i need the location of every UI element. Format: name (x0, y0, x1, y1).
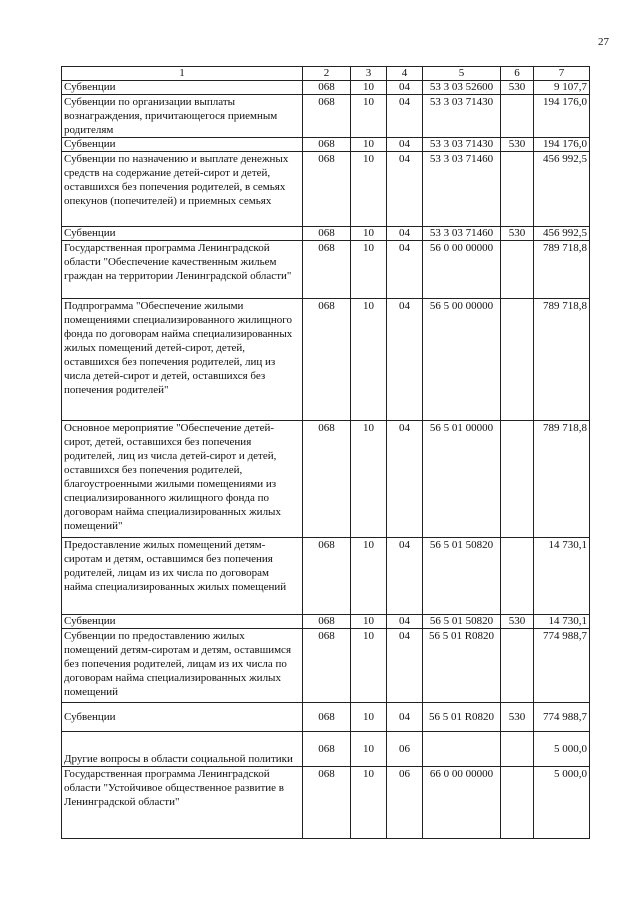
row-name: Субвенции (62, 81, 303, 95)
row-amount: 456 992,5 (534, 152, 590, 227)
row-type (501, 299, 534, 421)
row-section: 10 (351, 299, 387, 421)
row-admin: 068 (303, 138, 351, 152)
row-amount: 9 107,7 (534, 81, 590, 95)
row-subsection: 04 (387, 299, 423, 421)
row-name: Подпрограмма "Обеспечение жилыми помещениями специализированного жилищного фонда по договорам найма специализированных жилых помещений детей-сирот, детей, оставшихся без попечения родителей, лиц из числа детей-сирот и детей, оставшихся без попечения родителей" (62, 299, 303, 421)
row-admin: 068 (303, 703, 351, 732)
row-subsection: 04 (387, 81, 423, 95)
row-subsection: 04 (387, 95, 423, 138)
column-header: 3 (351, 67, 387, 81)
row-amount: 14 730,1 (534, 615, 590, 629)
row-target: 53 3 03 52600 (423, 81, 501, 95)
column-header: 4 (387, 67, 423, 81)
row-amount: 774 988,7 (534, 629, 590, 703)
row-subsection: 06 (387, 767, 423, 839)
row-amount: 194 176,0 (534, 138, 590, 152)
table-row (62, 538, 590, 615)
row-section: 10 (351, 227, 387, 241)
table-row (62, 152, 590, 227)
row-name: Субвенции (62, 227, 303, 241)
row-target: 56 5 01 00000 (423, 421, 501, 538)
row-section: 10 (351, 421, 387, 538)
table-row (62, 615, 590, 629)
row-type (501, 629, 534, 703)
row-section: 10 (351, 95, 387, 138)
column-header: 6 (501, 67, 534, 81)
row-amount: 789 718,8 (534, 421, 590, 538)
row-admin: 068 (303, 241, 351, 299)
row-subsection: 04 (387, 703, 423, 732)
row-name: Субвенции (62, 703, 303, 732)
row-name: Субвенции (62, 615, 303, 629)
row-name: Субвенции по предоставлению жилых помещений детям-сиротам и детям, оставшимся без попечения родителей, лицам из их числа по договорам найма специализированных жилых помещений (62, 629, 303, 703)
row-target: 56 5 00 00000 (423, 299, 501, 421)
row-type: 530 (501, 138, 534, 152)
row-subsection: 04 (387, 538, 423, 615)
table-row (62, 138, 590, 152)
row-section: 10 (351, 241, 387, 299)
row-name: Субвенции по организации выплаты вознаграждения, причитающегося приемным родителям (62, 95, 303, 138)
row-target: 56 5 01 R0820 (423, 629, 501, 703)
row-amount: 456 992,5 (534, 227, 590, 241)
row-section: 10 (351, 615, 387, 629)
row-admin: 068 (303, 421, 351, 538)
row-section: 10 (351, 81, 387, 95)
row-type (501, 241, 534, 299)
table-row (62, 703, 590, 732)
column-header: 7 (534, 67, 590, 81)
row-subsection: 04 (387, 421, 423, 538)
row-admin: 068 (303, 732, 351, 767)
row-name: Государственная программа Ленинградской области "Обеспечение качественным жильем граждан на территории Ленинградской области" (62, 241, 303, 299)
table-row (62, 732, 590, 767)
row-amount: 5 000,0 (534, 732, 590, 767)
row-amount: 789 718,8 (534, 241, 590, 299)
row-section: 10 (351, 703, 387, 732)
row-section: 10 (351, 732, 387, 767)
row-type (501, 421, 534, 538)
row-name: Другие вопросы в области социальной политики (62, 732, 303, 767)
row-target: 66 0 00 00000 (423, 767, 501, 839)
table-row (62, 299, 590, 421)
row-target: 53 3 03 71430 (423, 138, 501, 152)
row-amount: 789 718,8 (534, 299, 590, 421)
column-header: 5 (423, 67, 501, 81)
table-row (62, 421, 590, 538)
row-target: 56 5 01 R0820 (423, 703, 501, 732)
row-name: Субвенции (62, 138, 303, 152)
row-admin: 068 (303, 227, 351, 241)
budget-table (61, 66, 590, 839)
row-admin: 068 (303, 299, 351, 421)
row-section: 10 (351, 152, 387, 227)
row-target: 56 5 01 50820 (423, 615, 501, 629)
table-row (62, 241, 590, 299)
row-admin: 068 (303, 81, 351, 95)
row-section: 10 (351, 138, 387, 152)
row-admin: 068 (303, 629, 351, 703)
row-type: 530 (501, 703, 534, 732)
table-row (62, 81, 590, 95)
row-admin: 068 (303, 152, 351, 227)
row-amount: 5 000,0 (534, 767, 590, 839)
row-subsection: 04 (387, 241, 423, 299)
row-type (501, 538, 534, 615)
row-target: 53 3 03 71430 (423, 95, 501, 138)
row-amount: 14 730,1 (534, 538, 590, 615)
row-name: Государственная программа Ленинградской области "Устойчивое общественное развитие в Ленинградской области" (62, 767, 303, 839)
row-target (423, 732, 501, 767)
row-name: Основное мероприятие "Обеспечение детей-сирот, детей, оставшихся без попечения родителей, лиц из числа детей-сирот и детей, оставшихся без попечения родителей, благоустроенными жилыми помещениями из специализированного жилищного фонда по договорам найма специализированных жилых помещений" (62, 421, 303, 538)
row-target: 53 3 03 71460 (423, 227, 501, 241)
row-admin: 068 (303, 615, 351, 629)
table-row (62, 227, 590, 241)
row-subsection: 04 (387, 629, 423, 703)
row-subsection: 06 (387, 732, 423, 767)
table-header-row (62, 67, 590, 81)
row-admin: 068 (303, 767, 351, 839)
row-admin: 068 (303, 538, 351, 615)
row-section: 10 (351, 767, 387, 839)
row-amount: 774 988,7 (534, 703, 590, 732)
row-section: 10 (351, 538, 387, 615)
row-subsection: 04 (387, 615, 423, 629)
row-target: 56 0 00 00000 (423, 241, 501, 299)
row-type (501, 767, 534, 839)
row-type (501, 95, 534, 138)
page-number: 27 (598, 36, 609, 48)
row-name: Предоставление жилых помещений детям-сиротам и детям, оставшимся без попечения родителей, лицам из их числа по договорам найма специализированных жилых помещений (62, 538, 303, 615)
row-subsection: 04 (387, 227, 423, 241)
row-type: 530 (501, 81, 534, 95)
table-row (62, 767, 590, 839)
row-subsection: 04 (387, 152, 423, 227)
row-target: 53 3 03 71460 (423, 152, 501, 227)
row-amount: 194 176,0 (534, 95, 590, 138)
row-subsection: 04 (387, 138, 423, 152)
row-type: 530 (501, 227, 534, 241)
table-row (62, 95, 590, 138)
row-name: Субвенции по назначению и выплате денежных средств на содержание детей-сирот и детей, оставшихся без попечения родителей, в семьях опекунов (попечителей) и приемных семьях (62, 152, 303, 227)
row-admin: 068 (303, 95, 351, 138)
row-section: 10 (351, 629, 387, 703)
row-type (501, 732, 534, 767)
row-type (501, 152, 534, 227)
row-target: 56 5 01 50820 (423, 538, 501, 615)
table-row (62, 629, 590, 703)
column-header: 1 (62, 67, 303, 81)
column-header: 2 (303, 67, 351, 81)
row-type: 530 (501, 615, 534, 629)
